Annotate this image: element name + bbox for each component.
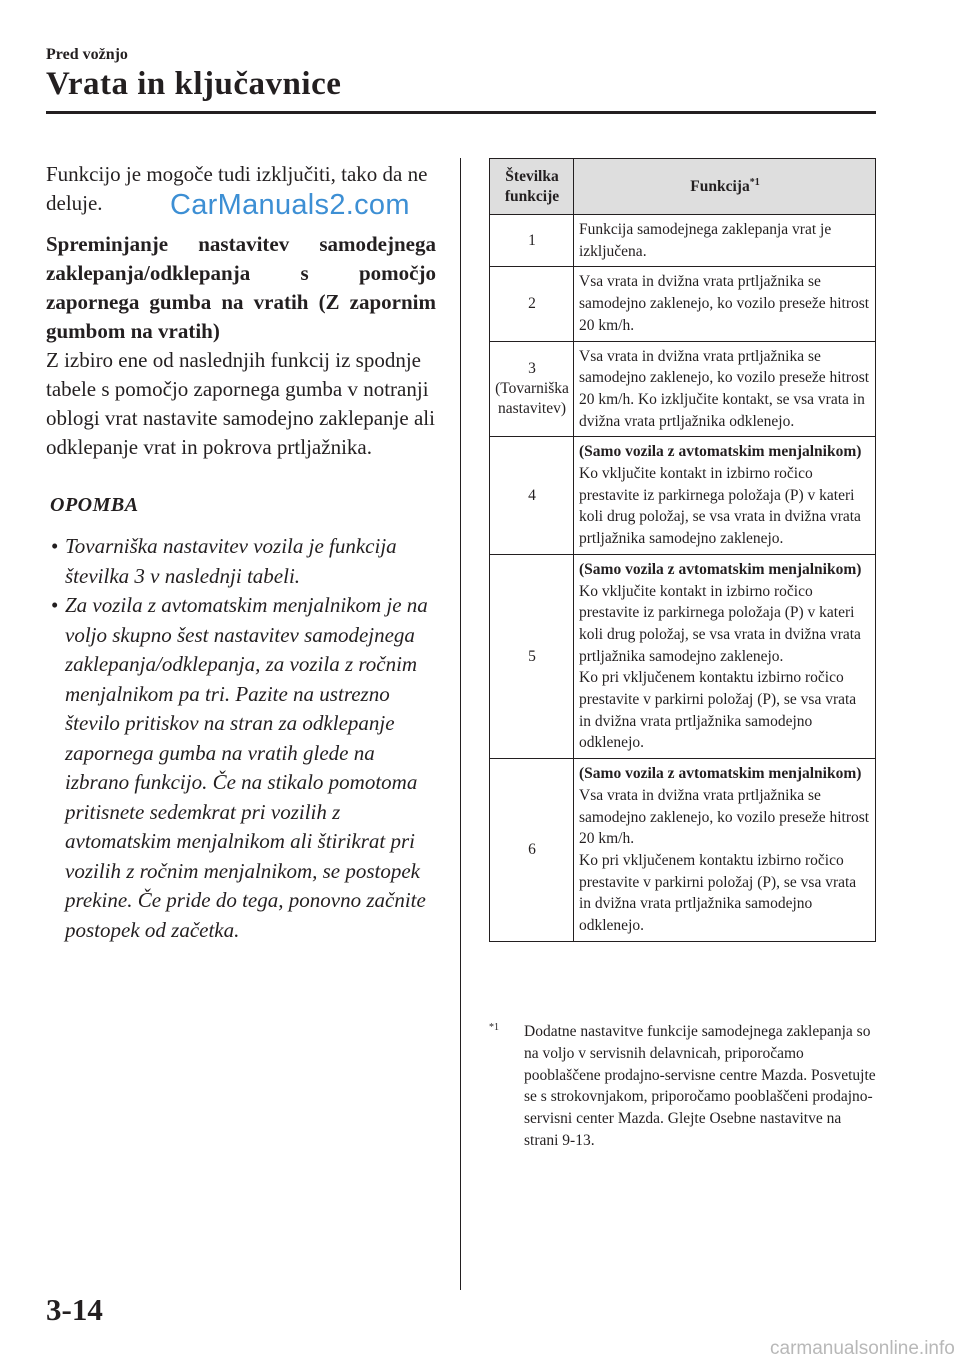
table-header-row: [490, 159, 876, 215]
function-number: 3 (Tovarniška nastavitev): [490, 341, 574, 437]
column-header-number-label: Številka funkcije: [504, 167, 560, 205]
table-row: [490, 267, 876, 341]
function-description-line: Ko pri vključenem kontaktu izbirno ročico prestavite v parkirni položaj (P), se vsa vrata in dvižna vrata prtljažnika samodejno odklenejo.: [579, 669, 857, 752]
column-divider: [460, 158, 461, 1290]
function-description: [574, 759, 876, 942]
table-row: [490, 437, 876, 555]
function-description: [574, 267, 876, 341]
note-item-text: Za vozila z avtomatskim menjalnikom je na voljo skupno šest nastavitev samodejnega zaklepanja/odklepanja, za vozila z ročnim menjalnikom pa tri. Pazite na ustrezno število pritiskov na stran za odklepanje zapornega gumba na vratih glede na izbrano funkcijo. Če na stikalo pomotoma pritisnete sedemkrat pri vozilih z avtomatskim menjalnikom ali štirikrat pri vozilih z ročnim menjalnikom, se postopek prekine. Če pride do tega, ponovno začnite postopek od začetka.: [65, 593, 428, 942]
function-description: [574, 341, 876, 437]
function-description: [574, 554, 876, 758]
note-item-text: Tovarniška nastavitev vozila je funkcija številka 3 v naslednji tabeli.: [65, 534, 397, 588]
footnote-mark: *1: [749, 176, 760, 188]
section-heading: Spreminjanje nastavitev samodejnega zaklepanja/odklepanja s pomočjo zapornega gumba na vratih (Z zapornim gumbom na vratih): [46, 232, 436, 343]
function-description-line: Vsa vrata in dvižna vrata prtljažnika se samodejno zaklenejo, ko vozilo preseže hitrost 20 km/h.: [579, 273, 870, 334]
column-header-number: [490, 159, 574, 215]
note-label: OPOMBA: [50, 494, 139, 516]
table-row: [490, 554, 876, 758]
header-rule: [46, 111, 876, 114]
function-number: 6: [490, 759, 574, 942]
bullet-icon: •: [51, 593, 59, 617]
function-number: 4: [490, 437, 574, 555]
function-number: 5: [490, 554, 574, 758]
function-description-line: Ko vključite kontakt in izbirno ročico prestavite iz parkirnega položaja (P) v kateri koli drug položaj, se vsa vrata in dvižna vrata prtljažnika samodejno zaklenejo.: [579, 465, 861, 548]
function-description-line: Ko pri vključenem kontaktu izbirno ročico prestavite v parkirni položaj (P), se vsa vrata in dvižna vrata prtljažnika samodejno odklenejo.: [579, 851, 857, 935]
note-list: [50, 532, 435, 945]
function-number: 1: [490, 215, 574, 267]
table-row: [490, 341, 876, 437]
function-table: [489, 158, 876, 942]
footnote-mark-label: *1: [489, 1021, 499, 1033]
page-title: Vrata in ključavnice: [46, 66, 342, 102]
column-header-function-label: Funkcija: [690, 177, 750, 195]
function-description-line: Vsa vrata in dvižna vrata prtljažnika se samodejno zaklenejo, ko vozilo preseže hitrost 20 km/h. Ko izključite kontakt, se vsa vrata in dvižna vrata prtljažnika odklenejo.: [579, 347, 870, 430]
function-description-line: Ko vključite kontakt in izbirno ročico prestavite iz parkirnega položaja (P) v kateri koli drug položaj, se vsa vrata in dvižna vrata prtljažnika samodejno zaklenejo.: [579, 582, 861, 665]
function-description: [574, 215, 876, 267]
function-description: [574, 437, 876, 555]
function-condition: (Samo vozila z avtomatskim menjalnikom): [579, 560, 862, 578]
note-item: [50, 591, 435, 945]
table-row: [490, 759, 876, 942]
column-header-function: [574, 159, 876, 215]
function-description-line: Funkcija samodejnega zaklepanja vrat je izključena.: [579, 221, 832, 260]
function-condition: (Samo vozila z avtomatskim menjalnikom): [579, 443, 862, 461]
section-label: Pred vožnjo: [46, 46, 128, 63]
footnote-text: Dodatne nastavitve funkcije samodejnega zaklepanja so na voljo v servisnih delavnicah, priporočamo pooblaščene prodajno-servisne centre Mazda. Posvetujte se s strokovnjakom, priporočamo pooblaščeni prodajno-servisni center Mazda. Glejte Osebne nastavitve na strani 9-13.: [524, 1023, 876, 1149]
note-item: [50, 532, 435, 591]
function-description-line: Vsa vrata in dvižna vrata prtljažnika se samodejno zaklenejo, ko vozilo preseže hitrost 20 km/h.: [579, 786, 870, 848]
watermark-logo: CarManuals2.com: [170, 189, 410, 221]
footer-brand: carmanualsonline.info: [770, 1338, 955, 1359]
table-body: [490, 215, 876, 942]
table-row: [490, 215, 876, 267]
function-number: 2: [490, 267, 574, 341]
page-number: 3-14: [46, 1292, 103, 1327]
intro-paragraph: Funkcijo je mogoče tudi izključiti, tako da ne deluje.: [46, 162, 428, 215]
body-paragraph: Z izbiro ene od naslednjih funkcij iz spodnje tabele s pomočjo zapornega gumba v notranji oblogi vrat nastavite samodejno zaklepanje ali odklepanje vrat in pokrova prtljažnika.: [46, 348, 435, 459]
bullet-icon: •: [51, 534, 59, 558]
footnote: [489, 1021, 879, 1152]
function-condition: (Samo vozila z avtomatskim menjalnikom): [579, 765, 862, 783]
footnote-mark: [489, 1021, 499, 1043]
